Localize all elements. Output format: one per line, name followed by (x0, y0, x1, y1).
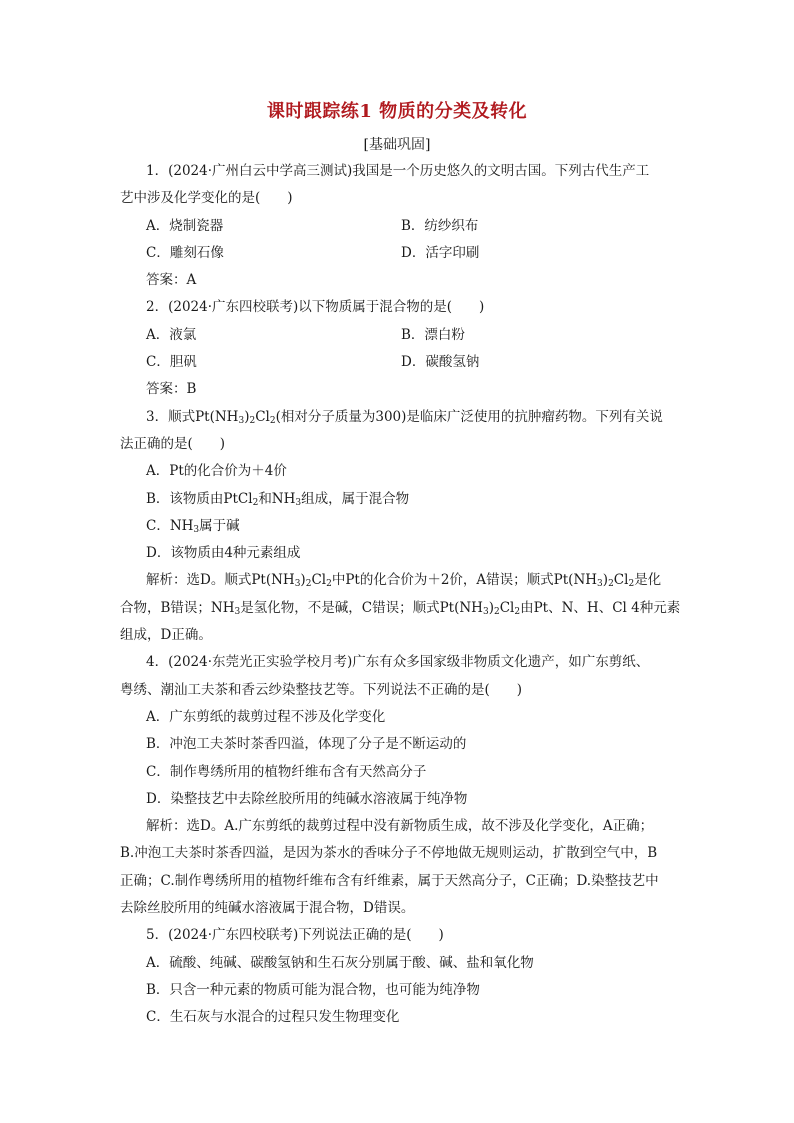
q1-stem-line1: 1．(2024·广州白云中学高三测试)我国是一个历史悠久的文明古国。下列古代生产工 (146, 163, 650, 179)
subscript: 3 (234, 606, 241, 617)
q3-analysis-line1 (120, 567, 676, 594)
q1-stem-line2: 艺中涉及化学变化的是( ) (120, 190, 293, 207)
q4-analysis-line3: 正确；C.制作粤绣所用的植物纤维布含有纤维素，属于天然高分子，C正确；D.染整技艺中 (120, 872, 659, 889)
q3-analysis-part: ) (488, 599, 494, 616)
q3-option-part: 属于碱 (199, 517, 240, 534)
q4-analysis-line1: 解析：选D。A.广东剪纸的裁剪过程中没有新物质生成，故不涉及化学变化，A正确； (146, 818, 654, 835)
q3-analysis-part: Cl (613, 572, 629, 589)
q3-option-d: D．该物质由4种元素组成 (146, 545, 301, 562)
q3-stem-part: ) (244, 408, 250, 425)
q3-option-part: 和NH (258, 490, 296, 507)
q4-option-b: B．冲泡工夫茶时茶香四溢，体现了分子是不断运动的 (146, 736, 467, 753)
q4-analysis-line4: 去除丝胶所用的纯碱水溶液属于混合物，D错误。 (120, 900, 415, 917)
subscript: 2 (252, 497, 259, 508)
q3-analysis-part: 中Pt的化合价为＋2价，A错误；顺式Pt(NH (331, 572, 598, 589)
question-list (120, 158, 681, 1032)
q3-analysis-part: Cl (311, 572, 327, 589)
q5-option-c: C．生石灰与水混合的过程只发生物理变化 (146, 1009, 400, 1026)
q1-options-row1 (120, 213, 676, 240)
subscript: 3 (597, 579, 603, 590)
q2-option-d: D．碳酸氢钠 (401, 354, 480, 371)
q3-analysis-part: Cl (499, 599, 515, 616)
subscript: 2 (305, 579, 312, 590)
q2-stem: 2．(2024·广东四校联考)以下物质属于混合物的是( ) (146, 299, 485, 316)
q3-option-part: B．该物质由PtCl (146, 490, 253, 507)
q2-answer: 答案：B (146, 381, 197, 398)
q1-option-a: A．烧制瓷器 (146, 217, 224, 234)
q3-stem-part: 3．顺式Pt(NH (146, 408, 239, 425)
subscript: 3 (294, 579, 301, 590)
subscript: 2 (628, 579, 635, 590)
q3-analysis-part: 是氢化物，不是碱，C错误；顺式Pt(NH (240, 599, 483, 616)
q3-analysis-line2 (120, 595, 681, 622)
q2-option-b: B．漂白粉 (401, 326, 465, 343)
subscript: 3 (295, 497, 302, 508)
q3-option-c (120, 513, 676, 540)
q5-option-a: A．硫酸、纯碱、碳酸氢钠和生石灰分别属于酸、碱、盐和氧化物 (146, 954, 534, 971)
q3-analysis-part: 由Pt、N、H、Cl 4种元素 (520, 599, 681, 616)
section-heading: [基础巩固] (363, 137, 431, 153)
subscript: 3 (482, 606, 489, 617)
subscript: 3 (238, 415, 245, 426)
q1-answer: 答案：A (146, 272, 197, 289)
subscript: 3 (193, 524, 200, 535)
subscript: 2 (514, 606, 521, 617)
subscript: 2 (608, 579, 614, 590)
subscript: 2 (249, 415, 256, 426)
q4-stem-line2: 粤绣、潮汕工夫茶和香云纱染整技艺等。下列说法不正确的是( ) (120, 681, 523, 698)
q2-options-row1 (120, 322, 676, 349)
q4-option-a: A．广东剪纸的裁剪过程不涉及化学变化 (146, 708, 386, 725)
q2-option-c: C．胆矾 (146, 354, 197, 371)
q1-options-row2 (120, 240, 676, 267)
q1-option-d: D．活字印刷 (401, 244, 480, 261)
subscript: 2 (326, 579, 332, 590)
q1-option-b: B．纺纱织布 (401, 217, 479, 234)
q3-stem-part: (相对分子质量为300)是临床广泛使用的抗肿瘤药物。下列有关说 (275, 408, 663, 425)
q1-option-c: C．雕刻石像 (146, 244, 224, 261)
page-title: 课时跟踪练1 物质的分类及转化 (266, 101, 528, 122)
q3-stem-line1 (120, 404, 676, 431)
q4-option-d: D．染整技艺中去除丝胶所用的纯碱水溶液属于纯净物 (146, 790, 468, 807)
q3-option-part: 组成，属于混合物 (301, 490, 410, 507)
q4-analysis-line2: B.冲泡工夫茶时茶香四溢，是因为茶水的香味分子不停地做无规则运动，扩散到空气中，B (120, 845, 658, 862)
q3-analysis-line3: 组成，D正确。 (120, 627, 212, 644)
q3-analysis-part: ) (602, 572, 609, 589)
q3-analysis-part: 合物，B错误；NH (120, 599, 235, 616)
q5-stem: 5．(2024·广东四校联考)下列说法正确的是( ) (146, 927, 444, 944)
q4-option-c: C．制作粤绣所用的植物纤维布含有天然高分子 (146, 763, 427, 780)
q3-analysis-part: 解析：选D。顺式Pt(NH (146, 572, 295, 589)
subscript: 2 (493, 606, 500, 617)
q3-option-a: A．Pt的化合价为＋4价 (146, 463, 287, 480)
subscript: 2 (269, 415, 276, 426)
q2-option-a: A．液氯 (146, 326, 197, 343)
q2-options-row2 (120, 349, 676, 376)
q3-analysis-part: 是化 (634, 572, 662, 589)
q3-analysis-part: ) (300, 572, 306, 589)
q5-option-b: B．只含一种元素的物质可能为混合物，也可能为纯净物 (146, 981, 480, 998)
q3-stem-line2: 法正确的是( ) (120, 435, 226, 452)
q3-stem-part: Cl (255, 408, 270, 425)
q4-stem-line1: 4．(2024·东莞光正实验学校月考)广东有众多国家级非物质文化遗产，如广东剪纸、 (146, 654, 650, 671)
q3-option-b (120, 486, 676, 513)
q3-option-part: C．NH (146, 517, 194, 534)
